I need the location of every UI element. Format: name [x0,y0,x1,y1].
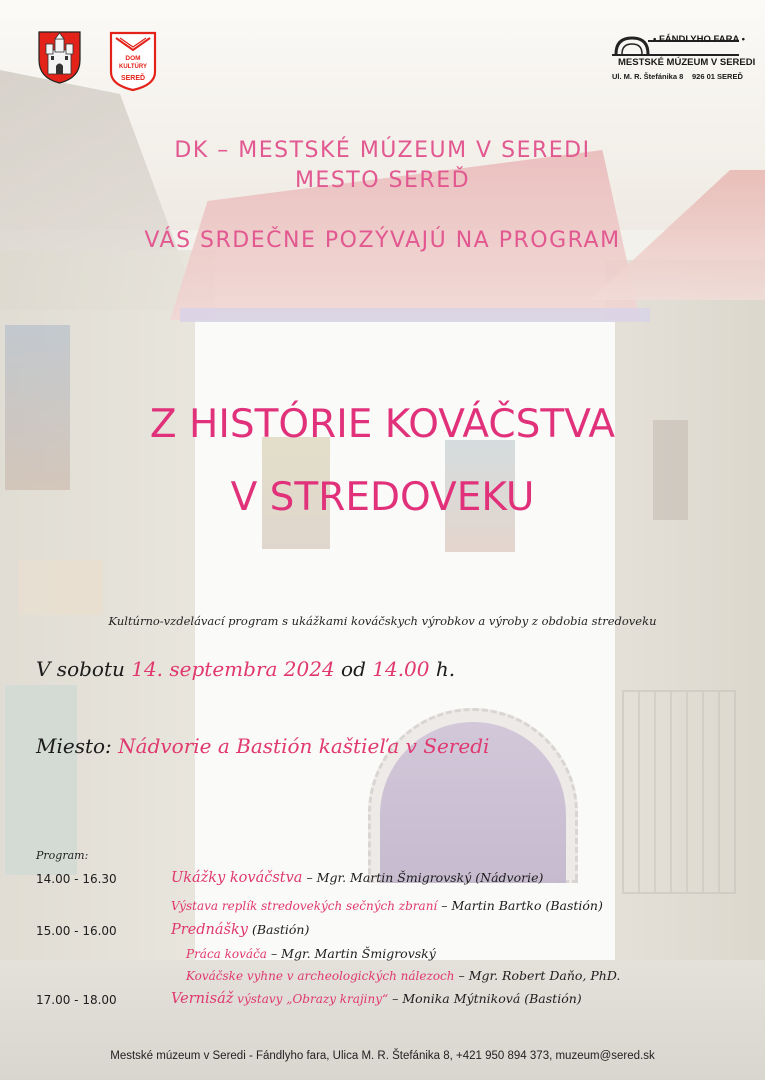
program-item [186,968,620,983]
contact-footer: Mestské múzeum v Seredi - Fándlyho fara, Ulica M. R. Štefánika 8, +421 950 894 373, muzeum@sered.sk [110,1050,655,1062]
program-item-title: Vernisáž [171,991,234,1007]
program-item [171,870,543,886]
event-start-time: 14.00 [372,657,430,681]
program-time: 14.00 - 16.30 [36,872,117,886]
background-window-grille [622,690,736,894]
organizer-line: DK – MESTSKÉ MÚZEUM V SEREDI [174,138,591,163]
event-title-line-2: V STREDOVEKU [230,475,535,520]
event-date-line [36,657,455,681]
date-middle: od [341,657,366,681]
city-line: MESTO SEREĎ [294,168,471,193]
program-item-detail: – Mgr. Robert Daňo, PhD. [454,968,621,983]
program-item-detail: – Martin Bartko (Bastión) [437,898,603,913]
event-subtitle: Kultúrno-vzdelávací program s ukážkami kováčskych výrobkov a výroby z obdobia stredoveku [108,614,657,628]
program-item-detail: – Monika Mýtniková (Bastión) [388,991,582,1006]
museum-street-text: Ul. M. R. Štefánika 8 [612,72,684,81]
date-suffix: h. [435,657,456,681]
event-place-line [36,734,489,758]
program-item [171,991,582,1007]
program-item [171,922,309,938]
program-item-title: Práca kováča [186,947,267,961]
program-item-title: Kováčske vyhne v archeologických nálezoch [186,969,455,983]
date-prefix: V sobotu [36,657,125,681]
background-wall-right [605,260,765,1080]
event-date: 14. septembra 2024 [131,657,335,681]
program-item-title: Ukážky kováčstva [171,870,303,886]
background-gutter [180,308,650,322]
museum-zip-text: 926 01 SEREĎ [692,72,743,81]
program-item-title: Výstava replík stredovekých sečných zbraní [171,899,438,913]
program-item-detail: – Mgr. Martin Šmigrovský (Nádvorie) [302,870,544,885]
program-item-detail: (Bastión) [247,922,310,937]
program-time: 17.00 - 18.00 [36,993,117,1007]
program-item-detail: – Mgr. Martin Šmigrovský [266,946,436,961]
event-title-line-1: Z HISTÓRIE KOVÁČSTVA [149,402,616,447]
background-door-left [5,685,77,875]
event-place: Nádvorie a Bastión kaštieľa v Seredi [118,734,490,758]
dk-logo-middle-text: KULTÚRY [119,64,147,70]
place-label: Miesto: [36,734,112,758]
program-item [186,946,436,961]
background-plaque [18,560,103,615]
program-item-title: Prednášky [171,922,248,938]
invitation-line: VÁS SRDEČNE POZÝVAJÚ NA PROGRAM [144,228,621,253]
museum-logo [608,30,756,86]
city-crest-icon [37,30,82,85]
program-item [171,898,603,913]
program-time: 15.00 - 16.00 [36,924,117,938]
house-of-culture-logo [108,30,158,92]
program-item-subtitle: výstavy „Obrazy krajiny“ [233,992,389,1006]
program-label: Program: [36,849,89,862]
museum-name-text: MESTSKÉ MÚZEUM V SEREDI [618,57,756,68]
dk-logo-bottom-text: SEREĎ [120,75,146,82]
dk-logo-top-text: DOM [125,55,141,62]
museum-brand-text: • FÁNDLYHO FARA • [653,34,745,45]
